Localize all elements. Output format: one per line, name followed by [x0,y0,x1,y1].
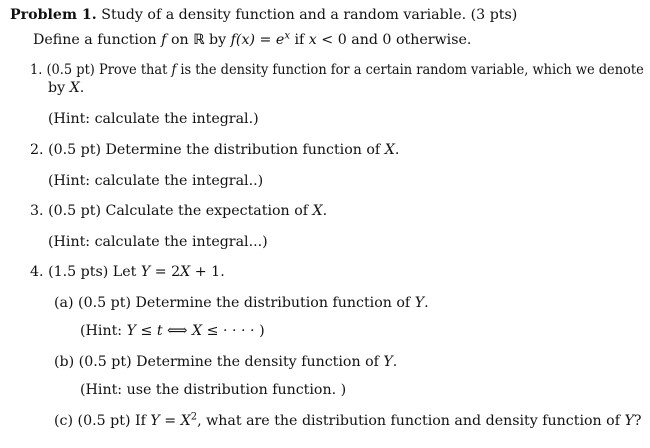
item-1-hint [48,110,259,128]
subitem-dot: . [424,295,429,311]
item-X: X [180,264,191,280]
hint-Y: Y [126,323,136,339]
item-rest: + 1. [194,264,225,280]
subitem-label: (a) [54,295,74,311]
item-X: X [384,142,395,158]
subitem-a [54,294,429,312]
subitem-Y: Y [383,354,393,370]
intro-exp: x [284,30,290,42]
item-Y: Y [140,264,151,280]
intro-text-c: by [209,32,227,48]
subitem-Y: Y [150,413,160,429]
hint-text: (Hint: calculate the integral.) [48,111,259,127]
item-dot: . [322,203,328,219]
hint-le: ≤ [140,323,153,339]
hint-iff: ⟺ [167,323,188,339]
item-text-b: is the density function for a certain random variable, which we denote [180,62,644,78]
item-eq: = 2 [154,264,181,280]
subitem-c [54,412,641,430]
problem-label: Problem 1. [10,7,97,23]
subitem-q: ? [633,413,642,429]
intro-x2: x [308,32,317,48]
intro-lt: < 0 and 0 otherwise. [321,32,472,48]
hint-text: (Hint: use the distribution function. ) [80,382,347,398]
item-1 [30,61,644,79]
item-f: f [171,62,177,78]
intro-fx: f [230,32,236,48]
item-dot: . [79,80,85,96]
subitem-label: (c) [54,413,74,429]
subitem-text-b: , what are the distribution function and density function of [197,413,620,429]
subitem-sq: 2 [190,411,198,423]
hint-text: (Hint: calculate the integral..) [48,173,264,189]
intro-eq: = [259,32,272,48]
item-text-a: (0.5 pt) Calculate the expectation of [48,203,308,219]
intro-text-d: if [294,32,305,48]
item-number: 4. [30,264,44,280]
hint-t: t [156,323,163,339]
subitem-b [54,353,397,371]
subitem-Y: Y [414,295,425,311]
item-text-a: (0.5 pt) Prove that [46,62,168,78]
intro-x1: (x) [235,32,255,48]
subitem-text-a: (0.5 pt) If [77,413,146,429]
subitem-label: (b) [54,354,75,370]
function-definition [33,31,471,49]
item-3 [30,202,327,220]
problem-heading [10,6,517,24]
item-X: X [312,203,323,219]
subitem-text-a: (0.5 pt) Determine the distribution function of [78,295,411,311]
item-dot: . [394,142,400,158]
item-2-hint [48,172,263,190]
subitem-b-hint [80,381,346,399]
item-text-c: by [48,80,66,96]
intro-text-a: Define a function [33,32,157,48]
item-X: X [69,80,80,96]
item-text-a: (1.5 pts) Let [48,264,137,280]
subitem-eq: = [164,413,177,429]
subitem-a-hint [80,322,265,340]
item-3-hint [48,233,268,251]
subitem-text-a: (0.5 pt) Determine the density function of [78,354,379,370]
intro-e: e [275,32,285,48]
item-4 [30,263,225,281]
hint-text: (Hint: calculate the integral...) [48,234,268,250]
intro-text-b: on [170,32,189,48]
hint-prefix: (Hint: [80,323,123,339]
hint-X: X [191,323,203,339]
hint-rest: ≤ · · · · ) [206,323,265,339]
item-number: 2. [30,142,44,158]
item-1-continued [48,79,84,97]
item-number: 1. [30,62,43,78]
item-2 [30,141,399,159]
subitem-Y2: Y [624,413,634,429]
reals-symbol: ℝ [193,32,205,48]
item-number: 3. [30,203,44,219]
problem-title: Study of a density function and a random variable. (3 pts) [101,7,518,23]
item-text-a: (0.5 pt) Determine the distribution function of [48,142,381,158]
intro-f: f [161,32,167,48]
subitem-dot: . [392,354,398,370]
subitem-X: X [180,413,191,429]
